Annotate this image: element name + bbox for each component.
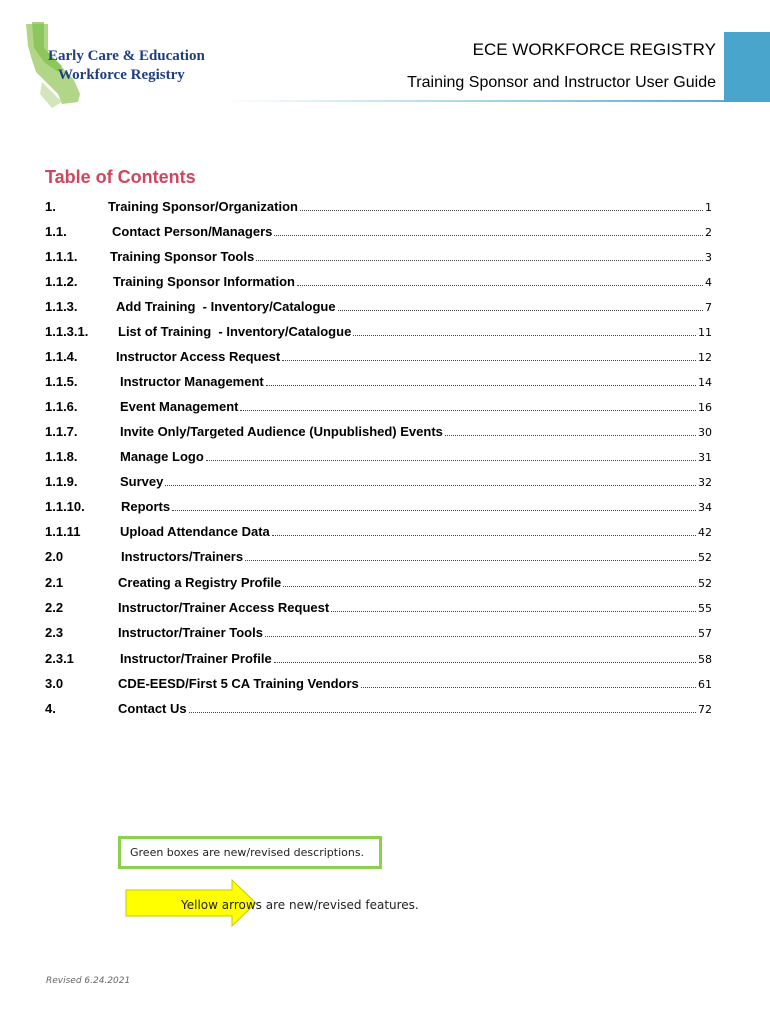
toc-entry-title[interactable]: Training Sponsor/Organization: [108, 199, 298, 214]
toc-entry-page: 72: [698, 703, 712, 716]
toc-entry[interactable]: [45, 371, 712, 389]
toc-entry-page: 11: [698, 326, 712, 339]
toc-entry-page: 55: [698, 602, 712, 615]
toc-entry[interactable]: [45, 396, 712, 414]
toc-entry[interactable]: [45, 246, 712, 264]
toc-dot-leader: [240, 410, 696, 411]
toc-entry[interactable]: [45, 271, 712, 289]
toc-dot-leader: [245, 560, 696, 561]
toc-entry-page: 42: [698, 526, 712, 539]
toc-entry-link[interactable]: [118, 324, 712, 339]
toc-entry-link[interactable]: [116, 299, 712, 314]
toc-dot-leader: [165, 485, 696, 486]
toc-dot-leader: [274, 235, 703, 236]
toc-entry[interactable]: [45, 673, 712, 691]
toc-dot-leader: [331, 611, 696, 612]
toc-entry-link[interactable]: [120, 474, 712, 489]
toc-entry-number: 1.1.2.: [45, 274, 78, 289]
toc-title: Table of Contents: [45, 167, 196, 187]
toc-entry[interactable]: [45, 321, 712, 339]
toc-entry[interactable]: [45, 196, 712, 214]
toc-dot-leader: [272, 535, 696, 536]
toc-entry-number: 1.1.7.: [45, 424, 78, 439]
toc-dot-leader: [353, 335, 696, 336]
toc-entry-title[interactable]: Invite Only/Targeted Audience (Unpublished) Events: [120, 424, 443, 439]
toc-entry-page: 61: [698, 678, 712, 691]
toc-entry-title[interactable]: Manage Logo: [120, 449, 204, 464]
toc-entry-page: 30: [698, 426, 712, 439]
toc-entry-number: 1.1.11: [45, 524, 81, 539]
registry-logo: [22, 22, 222, 112]
toc-entry-number: 1.1.8.: [45, 449, 78, 464]
toc-entry-page: 12: [698, 351, 712, 364]
toc-dot-leader: [265, 636, 696, 637]
toc-entry-title[interactable]: Contact Person/Managers: [112, 224, 273, 239]
toc-entry-page: 52: [698, 577, 712, 590]
toc-entry-link[interactable]: [118, 575, 712, 590]
toc-dot-leader: [338, 310, 703, 311]
toc-dot-leader: [283, 586, 696, 587]
toc-entry-link[interactable]: [121, 499, 712, 514]
toc-entry-page: 1: [705, 201, 712, 214]
document-header-title: ECE WORKFORCE REGISTRY: [472, 40, 716, 59]
toc-entry-number: 1.1.1.: [45, 249, 78, 264]
toc-entry[interactable]: [45, 296, 712, 314]
toc-entry[interactable]: [45, 346, 712, 364]
toc-entry-title[interactable]: Add Training - Inventory/Catalogue: [116, 299, 336, 314]
toc-entry-number: 2.3: [45, 625, 64, 640]
toc-entry-number: 2.3.1: [45, 651, 74, 666]
toc-entry-link[interactable]: [118, 701, 712, 716]
toc-entry-title[interactable]: Creating a Registry Profile: [118, 575, 282, 590]
toc-entry[interactable]: [45, 546, 712, 564]
toc-entry-number: 2.1: [45, 575, 64, 590]
toc-entry-link[interactable]: [108, 199, 712, 214]
toc-entry-title[interactable]: Training Sponsor Tools: [110, 249, 255, 264]
toc-dot-leader: [189, 712, 696, 713]
toc-entry-title[interactable]: Upload Attendance Data: [120, 524, 270, 539]
toc-entry-number: 3.0: [45, 676, 64, 691]
toc-entry-number: 1.1.3.1.: [45, 324, 89, 339]
toc-entry-title[interactable]: Instructors/Trainers: [121, 549, 244, 564]
toc-entry-number: 1.1.6.: [45, 399, 78, 414]
toc-entry-link[interactable]: [120, 524, 712, 539]
toc-entry[interactable]: [45, 421, 712, 439]
toc-dot-leader: [266, 385, 696, 386]
toc-entry-title[interactable]: Instructor Access Request: [116, 349, 281, 364]
toc-entry-title[interactable]: Event Management: [120, 399, 239, 414]
toc-entry-link[interactable]: [120, 374, 712, 389]
toc-entry-link[interactable]: [120, 424, 712, 439]
toc-entry-page: 58: [698, 653, 712, 666]
toc-dot-leader: [300, 210, 703, 211]
toc-entry-link[interactable]: [121, 549, 712, 564]
logo-text-line2: Workforce Registry: [58, 67, 185, 83]
toc-entry-link[interactable]: [120, 449, 712, 464]
header-accent-block: [724, 32, 770, 102]
toc-entry-link[interactable]: [110, 249, 712, 264]
toc-entry-page: 2: [705, 226, 712, 239]
toc-entry-number: 1.1.4.: [45, 349, 78, 364]
toc-entry-title[interactable]: Instructor Management: [120, 374, 264, 389]
toc-entry[interactable]: [45, 572, 712, 590]
header-divider: [222, 100, 724, 102]
document-header-subtitle: Training Sponsor and Instructor User Guide: [407, 74, 716, 91]
toc-entry-page: 16: [698, 401, 712, 414]
toc-entry-number: 1.: [45, 199, 56, 214]
toc-entry[interactable]: [45, 698, 712, 716]
toc-entry-page: 3: [705, 251, 712, 264]
toc-entry-title[interactable]: List of Training - Inventory/Catalogue: [118, 324, 352, 339]
toc-entry-page: 31: [698, 451, 712, 464]
toc-dot-leader: [172, 510, 696, 511]
toc-dot-leader: [206, 460, 696, 461]
green-legend-text: Green boxes are new/revised descriptions.: [130, 846, 365, 859]
toc-entry-page: 32: [698, 476, 712, 489]
toc-entry[interactable]: [45, 471, 712, 489]
toc-entry[interactable]: [45, 446, 712, 464]
toc-dot-leader: [297, 285, 703, 286]
toc-entry[interactable]: [45, 221, 712, 239]
toc-entry-number: 1.1.5.: [45, 374, 78, 389]
toc-entry-link[interactable]: [118, 676, 712, 691]
logo-text-line1: Early Care & Education: [48, 48, 205, 64]
toc-dot-leader: [256, 260, 703, 261]
toc-dot-leader: [361, 687, 696, 688]
toc-entry-page: 4: [705, 276, 712, 289]
toc-entry-title[interactable]: Reports: [121, 499, 171, 514]
toc-entry-link[interactable]: [118, 625, 712, 640]
toc-entry-title[interactable]: Survey: [120, 474, 164, 489]
toc-entry-number: 1.1.10.: [45, 499, 85, 514]
toc-entry[interactable]: [45, 648, 712, 666]
toc-dot-leader: [274, 662, 696, 663]
toc-entry-number: 1.1.3.: [45, 299, 78, 314]
toc-entry-title[interactable]: Contact Us: [118, 701, 187, 716]
toc-entry-link[interactable]: [118, 600, 712, 615]
toc-entry-page: 7: [705, 301, 712, 314]
toc-entry-number: 1.1.9.: [45, 474, 78, 489]
toc-entry-link[interactable]: [116, 349, 712, 364]
toc-entry-page: 52: [698, 551, 712, 564]
yellow-legend-text: [181, 898, 419, 912]
toc-dot-leader: [445, 435, 696, 436]
toc-entry[interactable]: [45, 622, 712, 640]
yellow-legend-highlight: Yellow arrows: [181, 898, 262, 912]
toc-entry-title[interactable]: Instructor/Trainer Profile: [120, 651, 272, 666]
toc-entry-number: 2.2: [45, 600, 64, 615]
toc-dot-leader: [282, 360, 696, 361]
toc-entry-link[interactable]: [113, 274, 712, 289]
toc-entry-number: 2.0: [45, 549, 64, 564]
toc-entry-title[interactable]: Instructor/Trainer Tools: [118, 625, 263, 640]
yellow-legend-rest: are new/revised features.: [261, 898, 419, 912]
toc-entry-page: 34: [698, 501, 712, 514]
toc-entry[interactable]: [45, 597, 712, 615]
toc-entry-number: 4.: [45, 701, 56, 716]
toc-entry-page: 14: [698, 376, 712, 389]
revision-date: Revised 6.24.2021: [46, 976, 131, 986]
toc-entry-page: 57: [698, 627, 712, 640]
toc-entry-link[interactable]: [120, 651, 712, 666]
toc-entry-link[interactable]: [120, 399, 712, 414]
toc-entry[interactable]: [45, 521, 712, 539]
toc-entry-title[interactable]: Training Sponsor Information: [113, 274, 295, 289]
toc-entry-title[interactable]: CDE-EESD/First 5 CA Training Vendors: [118, 676, 359, 691]
toc-entry-link[interactable]: [112, 224, 712, 239]
toc-entry-title[interactable]: Instructor/Trainer Access Request: [118, 600, 330, 615]
toc-entry-number: 1.1.: [45, 224, 67, 239]
toc-entry[interactable]: [45, 496, 712, 514]
